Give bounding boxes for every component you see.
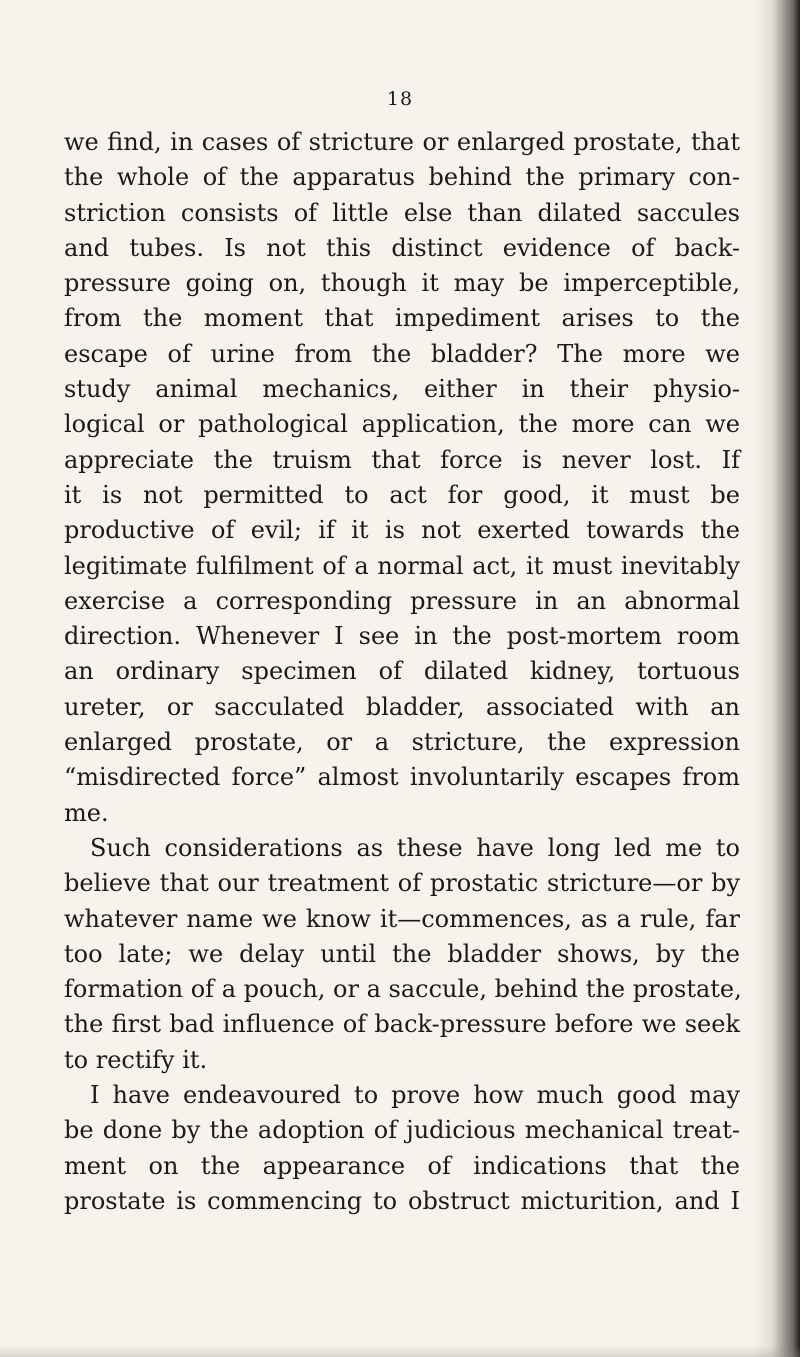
text-line: appreciate the truism that force is never lost. If	[64, 445, 740, 474]
text-line: it is not permitted to act for good, it must be	[64, 480, 740, 509]
text-line: believe that our treatment of prostatic stricture—or by	[64, 869, 740, 898]
text-line: ureter, or sacculated bladder, associated with an	[64, 692, 740, 721]
body-text	[64, 125, 740, 1219]
text-line: logical or pathological application, the more can we	[64, 410, 740, 439]
text-line: “misdirected force” almost involuntarily escapes from	[64, 763, 740, 792]
page-bottom-edge	[0, 1345, 800, 1357]
text-line: the whole of the apparatus behind the primary con-	[64, 163, 740, 192]
text-line: be done by the adoption of judicious mechanical treat-	[64, 1116, 740, 1145]
text-line: legitimate fulfilment of a normal act, it must inevitably	[64, 551, 740, 580]
text-line: and tubes. Is not this distinct evidence of back-	[64, 233, 740, 262]
text-line: formation of a pouch, or a saccule, behind the prostate,	[64, 975, 742, 1004]
text-line: direction. Whenever I see in the post-mortem room	[64, 622, 740, 651]
text-line: pressure going on, though it may be imperceptible,	[64, 269, 740, 298]
paragraph-start-line: Such considerations as these have long led me to	[90, 833, 740, 862]
text-line: enlarged prostate, or a stricture, the expression	[64, 728, 740, 757]
text-line: exercise a corresponding pressure in an abnormal	[64, 586, 740, 615]
text-line: too late; we delay until the bladder shows, by the	[64, 939, 740, 968]
page-edge-shadow	[754, 0, 800, 1357]
text-line: whatever name we know it—commences, as a rule, far	[64, 904, 740, 933]
text-line: escape of urine from the bladder? The more we	[64, 339, 740, 368]
text-line: prostate is commencing to obstruct micturition, and I	[64, 1186, 740, 1215]
page-number: 18	[386, 88, 414, 110]
text-line: we find, in cases of stricture or enlarged prostate, that	[64, 128, 740, 156]
text-line: study animal mechanics, either in their physio-	[64, 375, 740, 404]
text-line: the first bad influence of back-pressure before we seek	[64, 1010, 740, 1039]
text-line: ment on the appearance of indications that the	[64, 1151, 740, 1180]
paragraph-start-line: I have endeavoured to prove how much good may	[90, 1081, 740, 1110]
text-line: striction consists of little else than dilated saccules	[64, 198, 740, 227]
text-line: from the moment that impediment arises to the	[64, 304, 740, 333]
text-line: an ordinary specimen of dilated kidney, tortuous	[64, 657, 740, 686]
paragraph-end-line: to rectify it.	[64, 1045, 208, 1074]
text-line: productive of evil; if it is not exerted towards the	[64, 516, 740, 545]
paragraph-end-line: me.	[64, 798, 109, 827]
